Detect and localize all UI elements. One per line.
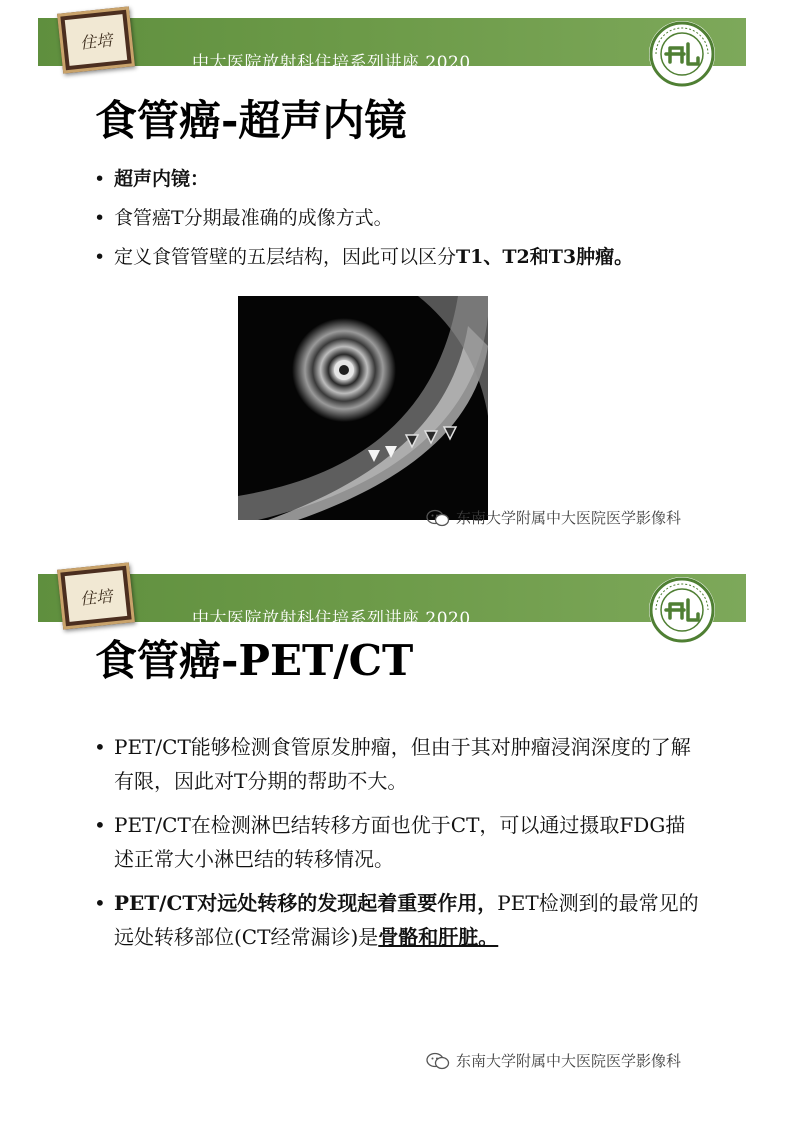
bullet-text-bold: T1、T2和T3 [456, 246, 577, 268]
watermark [426, 507, 681, 528]
bullet-text-underlined: 骨骼和肝脏。 [378, 925, 499, 949]
bullet-text: PET检测到的最常见的远处转移部位(CT经常漏诊)是 [114, 891, 699, 949]
slide-title: 食管癌-超声内镜 [95, 96, 407, 145]
wechat-icon [426, 1052, 450, 1070]
bullet-text: PET/CT能够检测食管原发肿瘤，但由于其对肿瘤浸润深度的了解有限，因此对T分期的帮助不大。 [114, 735, 691, 793]
slide-esophageal-petct [0, 556, 786, 1096]
header-banner [38, 574, 746, 629]
hospital-logo-icon [648, 20, 716, 88]
bullet-item [92, 730, 702, 798]
bullet-text: 食管癌T分期最准确的成像方式。 [114, 207, 393, 229]
bullet-text: PET/CT在检测淋巴结转移方面也优于CT，可以通过摄取FDG描述正常大小淋巴结的转移情况。 [114, 813, 686, 871]
watermark-text: 东南大学附属中大医院医学影像科 [456, 509, 682, 527]
wechat-icon [426, 509, 450, 527]
bullet-item [92, 203, 692, 233]
banner-title: 中大医院放射科住培系列讲座 2020 [192, 53, 471, 73]
residency-badge [57, 562, 135, 629]
banner-title: 中大医院放射科住培系列讲座 2020 [192, 609, 471, 629]
bullet-text-bold: PET/CT对远处转移的发现起着重要作用， [114, 891, 498, 915]
bullet-item [92, 886, 702, 954]
badge-label: 住培 [65, 14, 127, 66]
watermark-text: 东南大学附属中大医院医学影像科 [456, 1052, 682, 1070]
bullet-list [92, 164, 692, 281]
endoscopic-ultrasound-image [238, 296, 488, 520]
badge-label: 住培 [65, 570, 127, 622]
watermark [426, 1050, 681, 1071]
slide-title: 食管癌-PET/CT [95, 636, 414, 685]
residency-badge [57, 6, 135, 73]
bullet-list [92, 730, 702, 964]
bullet-text-bold: 肿瘤。 [576, 246, 634, 268]
hospital-logo-icon [648, 576, 716, 644]
header-banner [38, 18, 746, 73]
bullet-text: 超声内镜： [114, 168, 210, 190]
bullet-item [92, 242, 692, 272]
ultrasound-graphic [238, 296, 488, 520]
bullet-item [92, 808, 702, 876]
slide-esophageal-eus [0, 0, 786, 540]
bullet-text: 定义食管管壁的五层结构，因此可以区分 [114, 246, 457, 268]
bullet-item [92, 164, 692, 194]
